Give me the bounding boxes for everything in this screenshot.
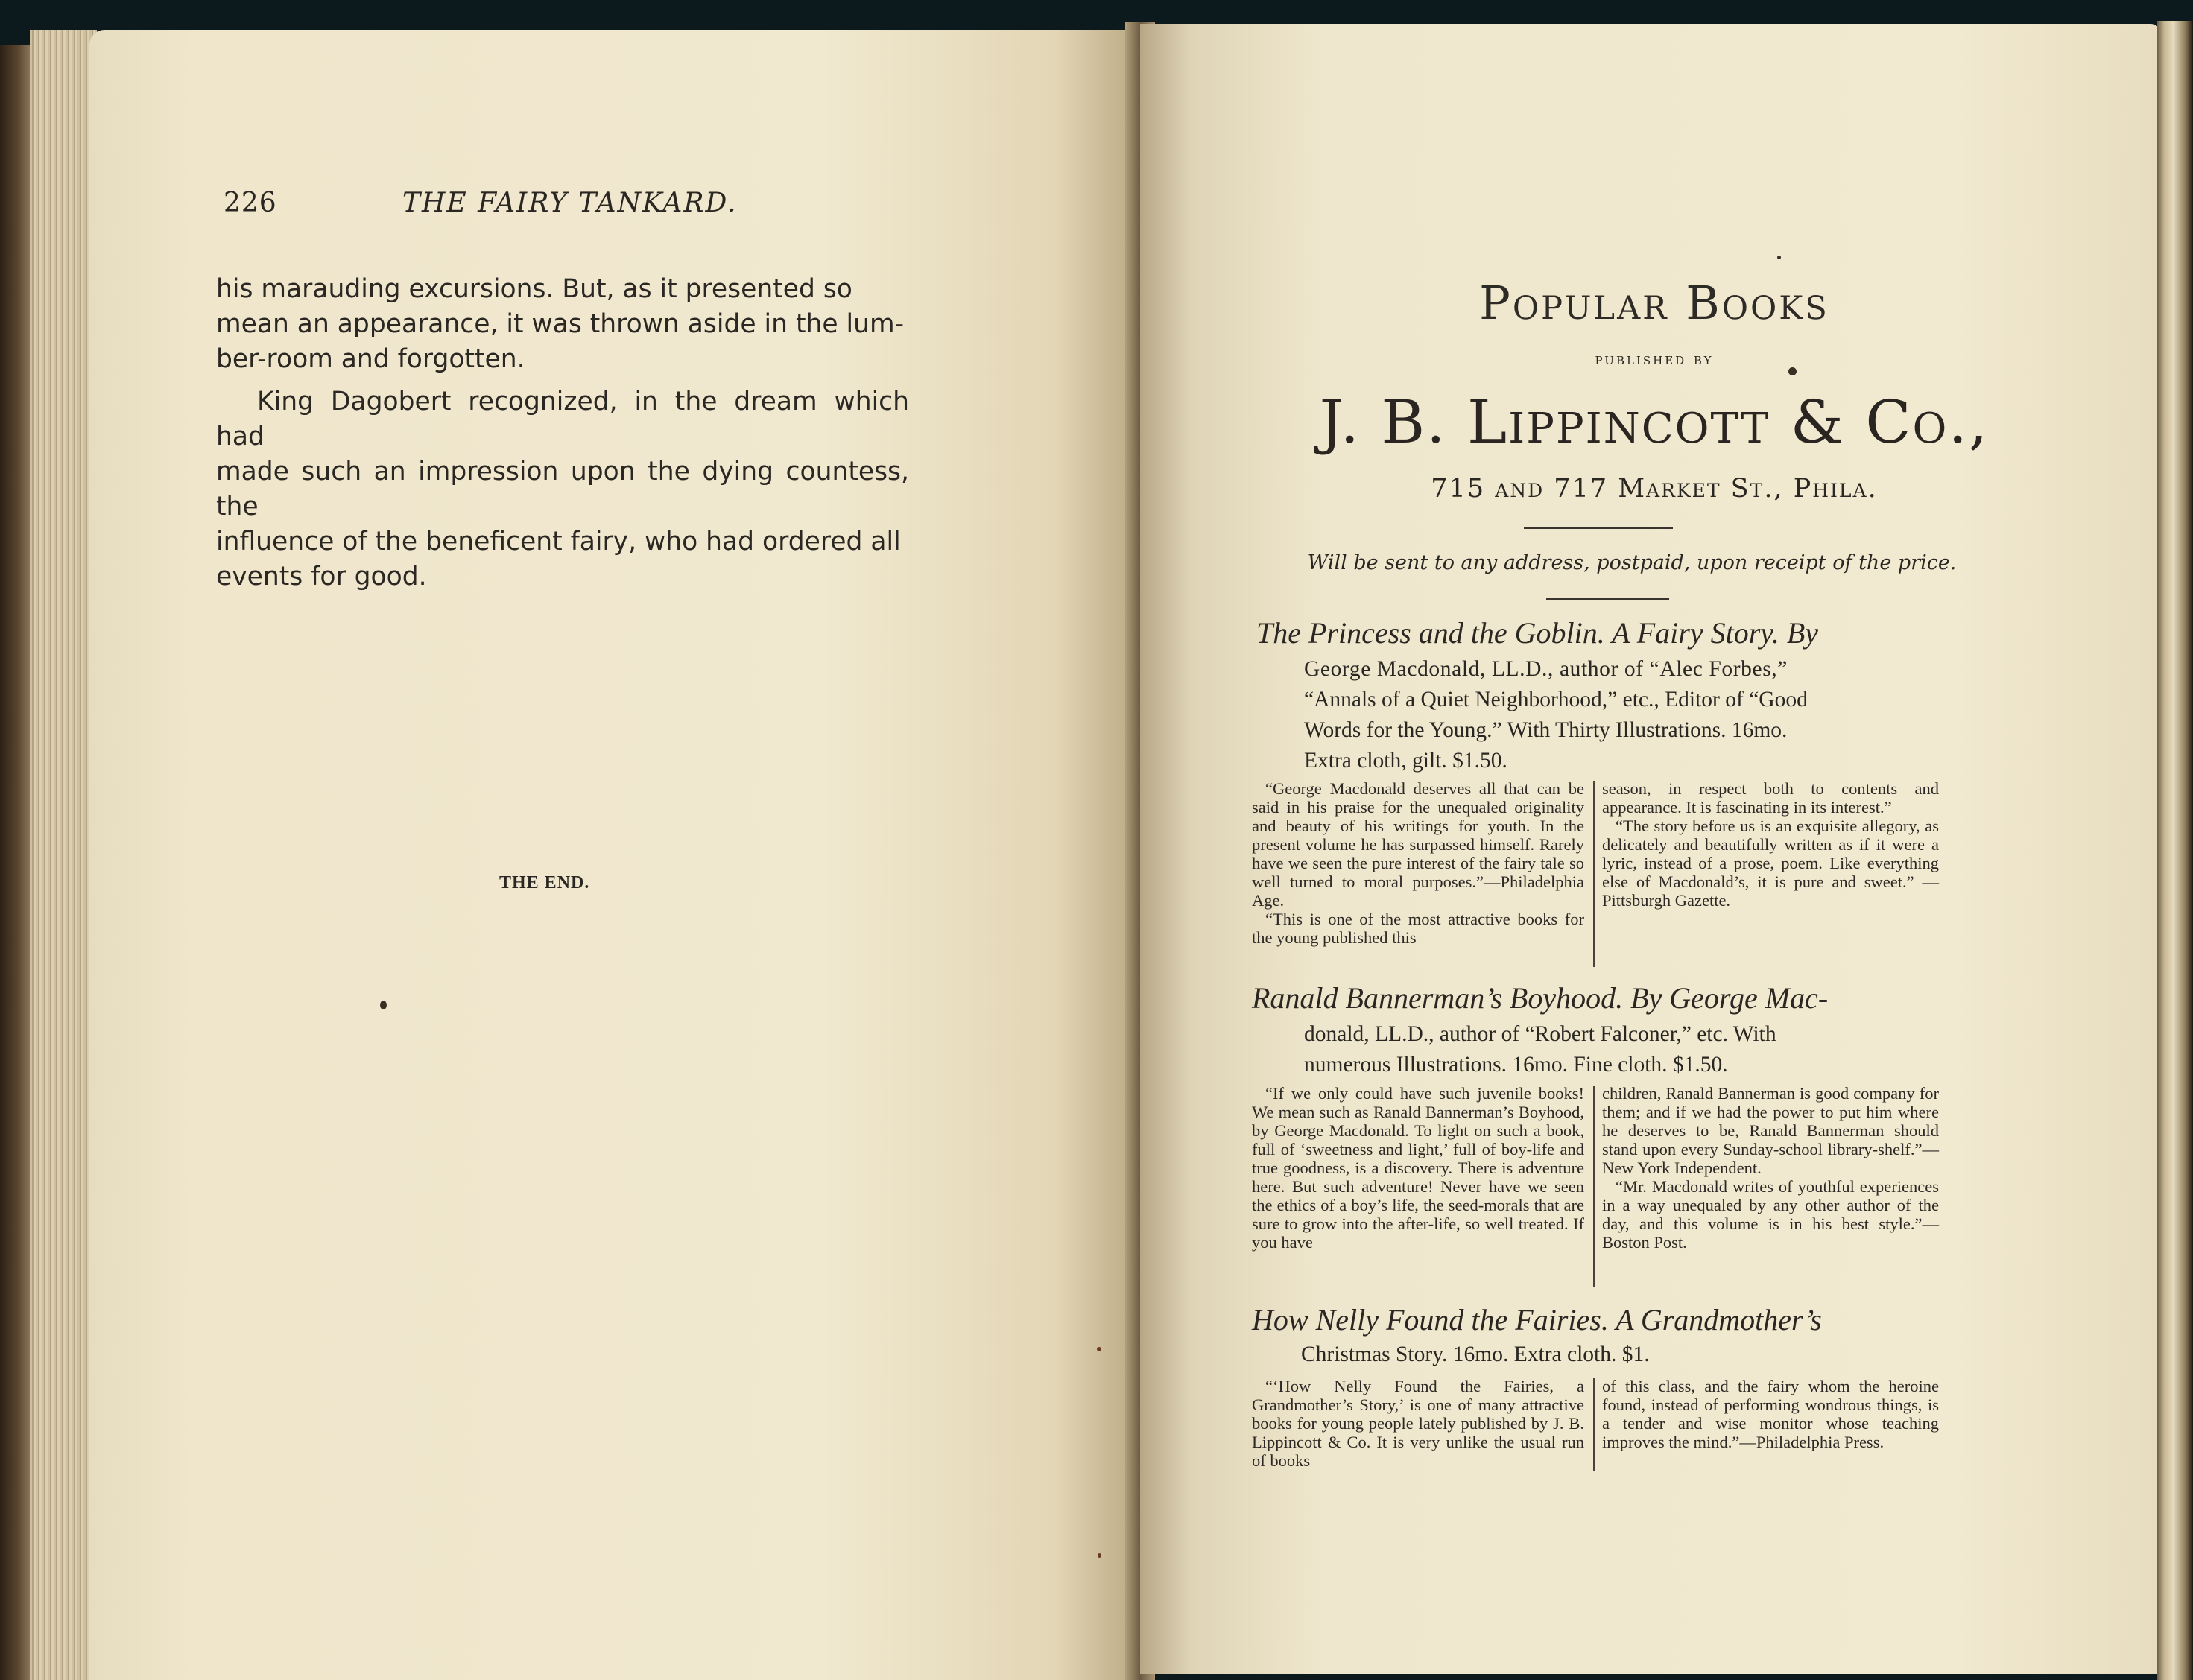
p2-line: influence of the beneficent fairy, who had ordered all [216, 527, 901, 557]
paper-speck [1788, 367, 1797, 375]
p1-line: ber-room and forgotten. [216, 344, 525, 374]
review-right-ranald-bannerman [1602, 1084, 1939, 1252]
desc-line: numerous Illustrations. 16mo. Fine cloth. $1.50. [1304, 1053, 1728, 1077]
postpaid-note: Will be sent to any address, postpaid, upon receipt of the price. [1307, 551, 1957, 574]
desc-line: donald, LL.D., author of “Robert Falconer,” etc. With [1304, 1022, 1776, 1046]
publisher-address: 715 and 717 Market St., Phila. [1431, 474, 1878, 504]
divider-rule [1524, 527, 1673, 529]
the-end-label: THE END. [499, 873, 590, 893]
review-left-nelly-fairies [1252, 1377, 1584, 1470]
p1-line: his marauding excursions. But, as it presented so [216, 274, 852, 304]
paragraph-1 [216, 272, 909, 377]
paper-speck [1097, 1347, 1101, 1351]
column-rule [1593, 1086, 1595, 1287]
ad-title: Popular Books [1479, 276, 1829, 330]
book-title-princess-goblin: The Princess and the Goblin. A Fairy Story. By [1256, 616, 1819, 650]
review-left-princess-goblin [1252, 779, 1584, 947]
review-paragraph: of this class, and the fairy whom the heroine found, instead of performing wondrous things, is a tender and wise monitor whose teaching improves the mind.”—Philadelphia Press. [1602, 1377, 1939, 1451]
published-by: published by [1595, 350, 1714, 368]
p1-line: mean an appearance, it was thrown aside in the lum- [216, 309, 905, 339]
review-paragraph: “This is one of the most attractive books for the young published this [1252, 910, 1584, 947]
paper-speck [1098, 1553, 1101, 1558]
divider-rule [1546, 598, 1669, 600]
review-paragraph: “Mr. Macdonald writes of youthful experiences in a way unequaled by any other author of the day, and this volume is in his best style.”—Boston Post. [1602, 1177, 1939, 1252]
p2-line: made such an impression upon the dying countess, the [216, 457, 909, 522]
desc-line: Words for the Young.” With Thirty Illustrations. 16mo. [1304, 718, 1788, 742]
review-paragraph: “If we only could have such juvenile books! We mean such as Ranald Bannerman’s Boyhood, by George Macdonald. To light on such a book, full of ‘sweetness and light,’ full of boy-life and true goodness, is a discovery. There is adventure here. But such adventure! Never have we seen the ethics of a boy’s life, the seed-morals that are sure to grow into the after-life, so well treated. If you have [1252, 1084, 1584, 1252]
running-head: THE FAIRY TANKARD. [402, 188, 738, 218]
book-desc-princess-goblin [1304, 654, 2049, 776]
book-desc-ranald-bannerman [1304, 1019, 2049, 1080]
book-title-nelly-fairies: How Nelly Found the Fairies. A Grandmother’s [1252, 1303, 1822, 1337]
paragraph-2 [216, 384, 909, 595]
review-paragraph: season, in respect both to contents and appearance. It is fascinating in its interest.” [1602, 779, 1939, 817]
column-rule [1593, 1378, 1595, 1471]
review-paragraph: “‘How Nelly Found the Fairies, a Grandmother’s Story,’ is one of many attractive books for young people lately published by J. B. Lippincott & Co. It is very unlike the usual run of books [1252, 1377, 1584, 1470]
book-title-ranald-bannerman: Ranald Bannerman’s Boyhood. By George Mac- [1252, 981, 1829, 1015]
review-paragraph: children, Ranald Bannerman is good company for them; and if we had the power to put him where he deserves to be, Ranald Bannerman should stand upon every Sunday-school library-shelf.”—New York Independent. [1602, 1084, 1939, 1177]
paper-speck [380, 1001, 387, 1009]
review-right-princess-goblin [1602, 779, 1939, 910]
page-edges-left [30, 30, 97, 1680]
review-right-nelly-fairies [1602, 1377, 1939, 1451]
book-desc-nelly-fairies [1301, 1340, 2046, 1370]
p2-line: King Dagobert recognized, in the dream which had [216, 387, 909, 451]
column-rule [1593, 781, 1595, 967]
desc-line: Extra cloth, gilt. $1.50. [1304, 749, 1507, 773]
review-paragraph: “The story before us is an exquisite allegory, as delicately and beautifully written as if it were a lyric, instead of a prose, poem. Like everything else of Macdonald’s, it is pure and sweet.” —Pittsburgh Gazette. [1602, 817, 1939, 910]
desc-line: Christmas Story. 16mo. Extra cloth. $1. [1301, 1343, 1650, 1366]
desc-line: George Macdonald, LL.D., author of “Alec Forbes,” [1304, 657, 1788, 681]
left-page-body [216, 272, 909, 595]
book-binding-left [0, 45, 30, 1680]
publisher-name: J. B. Lippincott & Co., [1319, 387, 1990, 457]
desc-line: “Annals of a Quiet Neighborhood,” etc., Editor of “Good [1304, 688, 1808, 711]
page-number: 226 [224, 188, 277, 218]
p2-line: events for good. [216, 562, 427, 592]
book-binding-right [2157, 21, 2193, 1680]
left-page-header [224, 188, 894, 232]
review-left-ranald-bannerman [1252, 1084, 1584, 1252]
review-paragraph: “George Macdonald deserves all that can be said in his praise for the unequaled originality and beauty of his writings for youth. In the present volume he has surpassed himself. Rarely have we seen the pure interest of the fairy tale so well turned to moral purposes.”—Philadelphia Age. [1252, 779, 1584, 910]
paper-speck [1777, 256, 1781, 259]
